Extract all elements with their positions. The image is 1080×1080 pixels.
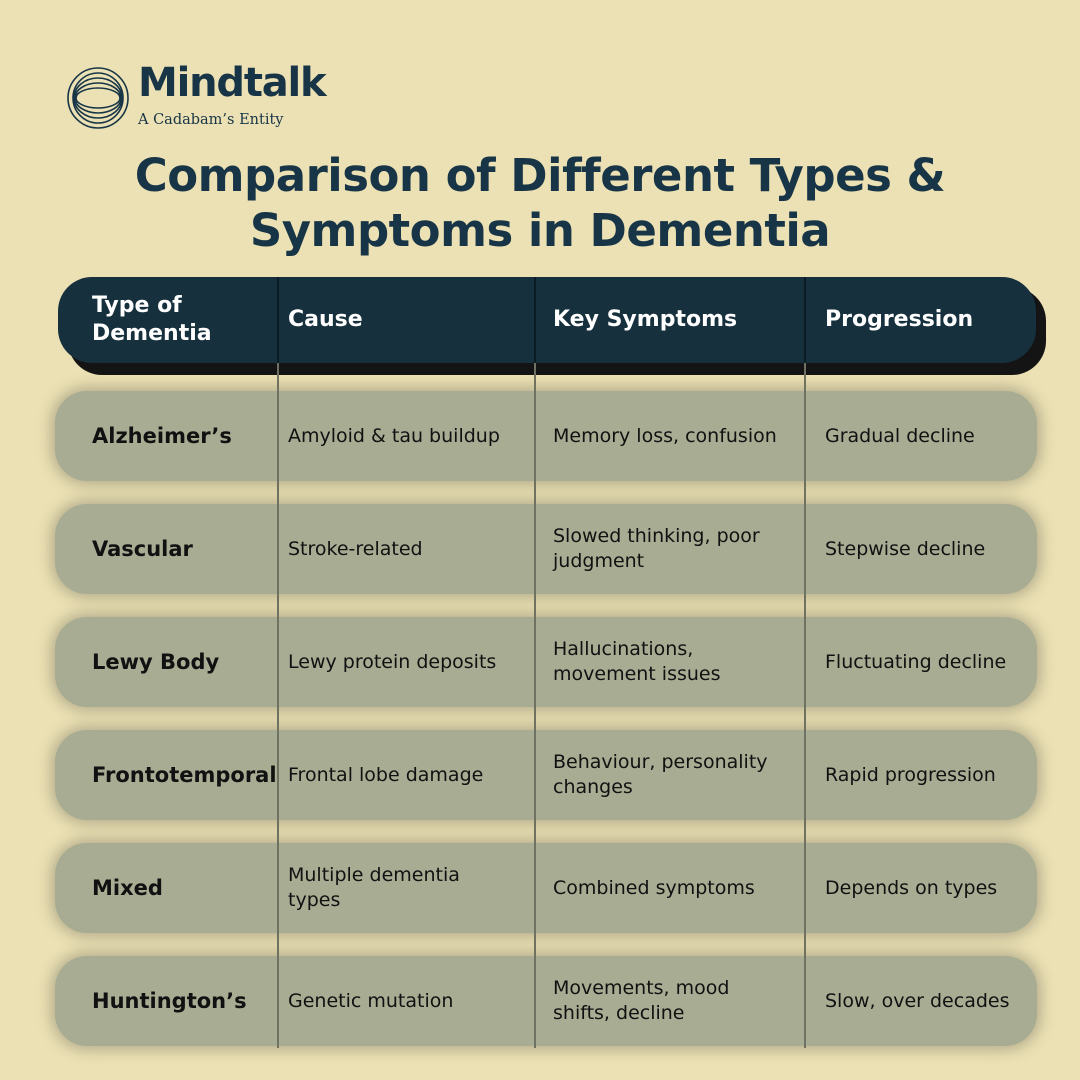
column-divider bbox=[534, 363, 536, 1048]
cell-progression: Rapid progression bbox=[825, 763, 996, 786]
cell-cause: Multiple dementia types bbox=[288, 864, 460, 911]
header-key-symptoms: Key Symptoms bbox=[553, 307, 738, 332]
cell-symptoms: Movements, mood shifts, decline bbox=[553, 977, 730, 1024]
cell-type: Huntington’s bbox=[92, 988, 247, 1013]
title-line-1: Comparison of Different Types & bbox=[134, 149, 946, 202]
table-row bbox=[55, 391, 1037, 481]
cell-progression: Slow, over decades bbox=[825, 989, 1010, 1012]
column-divider bbox=[277, 277, 279, 363]
cell-symptoms: Slowed thinking, poor judgment bbox=[553, 525, 760, 572]
cell-cause: Genetic mutation bbox=[288, 989, 454, 1012]
cell-symptoms: Hallucinations, movement issues bbox=[553, 638, 721, 685]
cell-progression: Fluctuating decline bbox=[825, 650, 1007, 673]
cell-symptoms: Behaviour, personality changes bbox=[553, 751, 768, 798]
cell-type: Frontotemporal bbox=[92, 762, 277, 787]
cell-type: Lewy Body bbox=[92, 649, 220, 674]
table-row bbox=[55, 956, 1037, 1046]
mindtalk-logo bbox=[66, 60, 386, 132]
cell-type: Mixed bbox=[92, 875, 163, 900]
column-divider bbox=[804, 363, 806, 1048]
cell-cause: Frontal lobe damage bbox=[288, 763, 484, 786]
brand-name: Mindtalk bbox=[138, 60, 326, 106]
cell-cause: Amyloid & tau buildup bbox=[288, 424, 500, 447]
cell-type: Vascular bbox=[92, 536, 193, 561]
table-row bbox=[55, 504, 1037, 594]
cell-cause: Stroke-related bbox=[288, 537, 423, 560]
cell-symptoms: Memory loss, confusion bbox=[553, 424, 777, 447]
column-divider bbox=[534, 277, 536, 363]
header-type-of-dementia: Type of Dementia bbox=[92, 293, 212, 346]
cell-progression: Stepwise decline bbox=[825, 537, 986, 560]
cell-type: Alzheimer’s bbox=[92, 423, 232, 448]
page-title bbox=[0, 148, 1080, 258]
logo-rings-icon bbox=[66, 66, 130, 130]
cell-symptoms: Combined symptoms bbox=[553, 876, 755, 899]
table-header bbox=[58, 277, 1036, 363]
title-line-2: Symptoms in Dementia bbox=[249, 204, 831, 257]
header-progression: Progression bbox=[825, 307, 974, 332]
column-divider bbox=[804, 277, 806, 363]
table-row bbox=[55, 843, 1037, 933]
header-cause: Cause bbox=[288, 307, 363, 332]
column-divider bbox=[277, 363, 279, 1048]
cell-progression: Depends on types bbox=[825, 876, 998, 899]
cell-progression: Gradual decline bbox=[825, 424, 975, 447]
table-row bbox=[55, 617, 1037, 707]
brand-tagline: A Cadabam’s Entity bbox=[138, 112, 284, 128]
table-row bbox=[55, 730, 1037, 820]
cell-cause: Lewy protein deposits bbox=[288, 650, 497, 673]
